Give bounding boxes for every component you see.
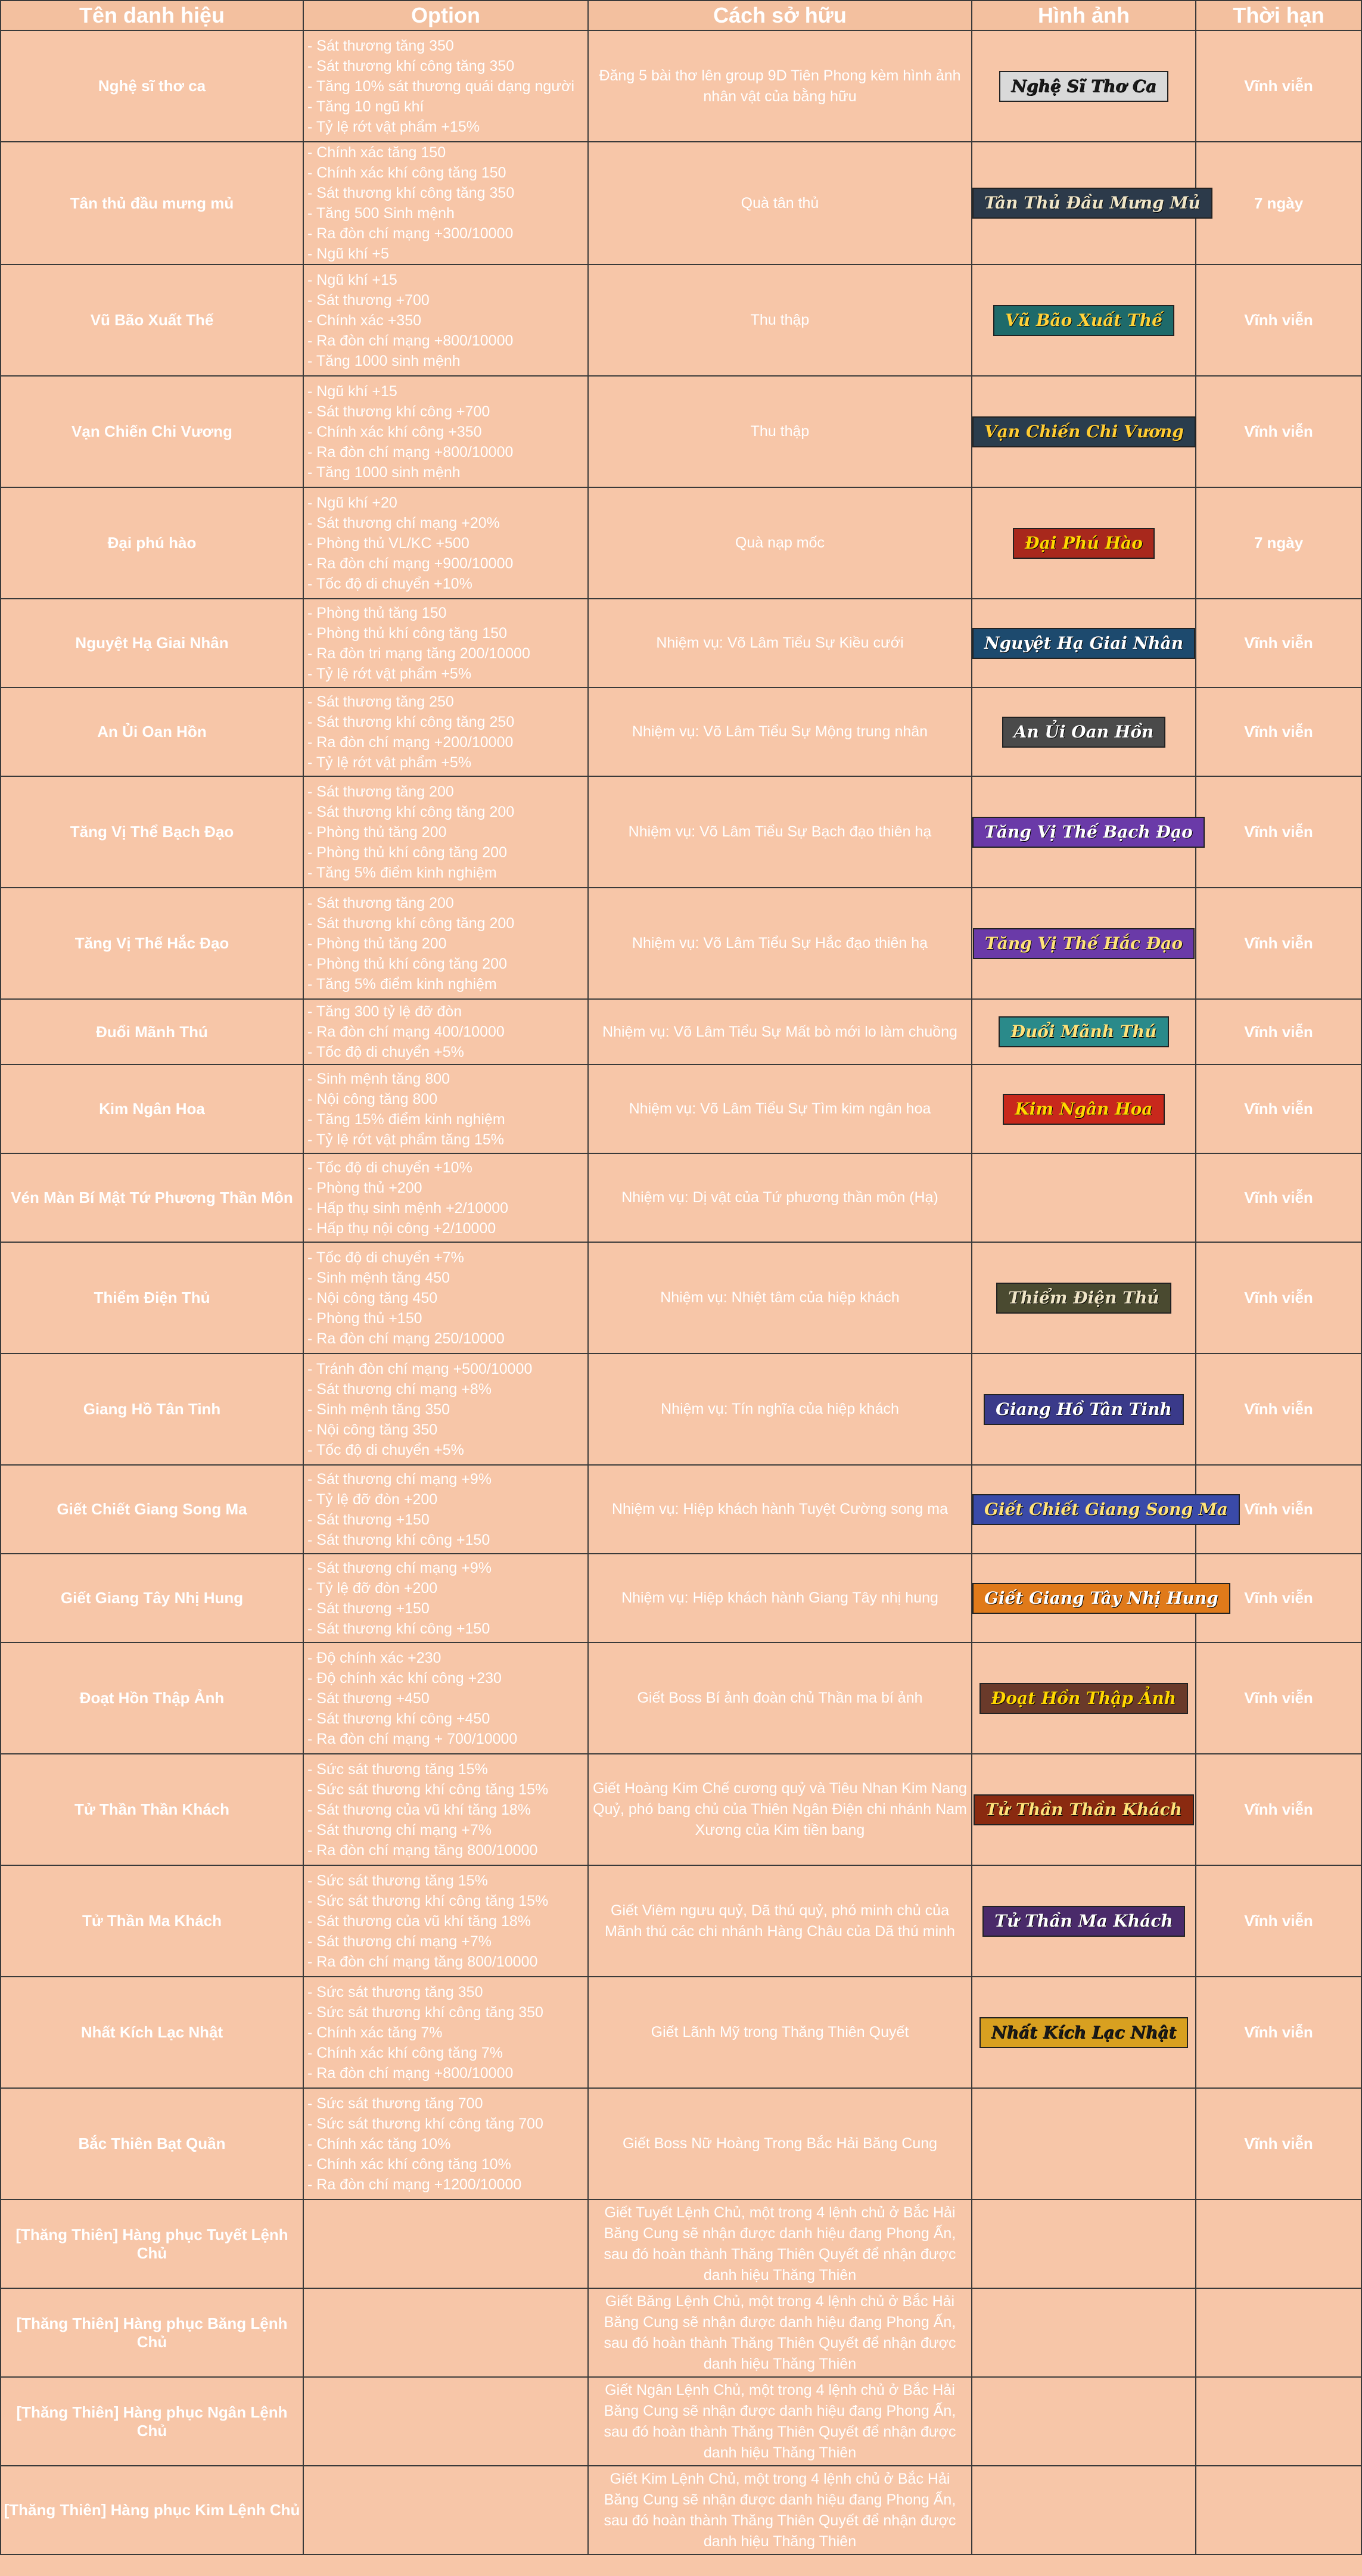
- option-line: - Phòng thủ khí công tăng 150: [307, 624, 507, 642]
- title-name-cell: Vũ Bão Xuất Thế: [1, 265, 303, 376]
- option-cell: [303, 1153, 588, 1242]
- table-row: [1, 30, 1361, 142]
- option-line: - Sát thương +700: [307, 291, 430, 309]
- title-name-cell: Giết Giang Tây Nhị Hung: [1, 1554, 303, 1642]
- method-cell: Giết Lãnh Mỹ trong Thăng Thiên Quyết: [588, 1977, 972, 2088]
- option-cell: [303, 1865, 588, 1977]
- option-line: - Chính xác tăng 150: [307, 144, 446, 161]
- option-cell: [303, 2199, 588, 2288]
- option-line: - Tăng 15% điểm kinh nghiệm: [307, 1110, 505, 1128]
- option-line: - Tăng 1000 sinh mệnh: [307, 352, 461, 369]
- method-cell: Nhiệm vụ: Dị vật của Tứ phương thần môn (Hạ): [588, 1153, 972, 1242]
- image-cell: [972, 776, 1196, 888]
- duration-cell: Vĩnh viễn: [1196, 599, 1361, 687]
- method-cell: Nhiệm vụ: Hiệp khách hành Giang Tây nhị hung: [588, 1554, 972, 1642]
- duration-cell: Vĩnh viễn: [1196, 999, 1361, 1065]
- table-row: [1, 487, 1361, 599]
- table-row: [1, 2288, 1361, 2377]
- option-cell: [303, 1642, 588, 1754]
- option-line: - Ngũ khí +15: [307, 271, 397, 288]
- method-cell: Giết Băng Lệnh Chủ, một trong 4 lệnh chủ ở Bắc Hải Băng Cung sẽ nhận được danh hiệu đang Phong Ấn, sau đó hoàn thành Thăng Thiên Quyết để nhận được danh hiệu Thăng Thiên: [588, 2288, 972, 2377]
- title-name-cell: Đoạt Hồn Thập Ảnh: [1, 1642, 303, 1754]
- option-line: - Sát thương khí công +150: [307, 1620, 490, 1637]
- image-cell: [972, 376, 1196, 487]
- duration-cell: Vĩnh viễn: [1196, 1065, 1361, 1153]
- table-row: [1, 1354, 1361, 1465]
- option-line: - Sát thương chí mạng +8%: [307, 1380, 492, 1398]
- method-cell: Giết Boss Bí ảnh đoàn chủ Thần ma bí ảnh: [588, 1642, 972, 1754]
- method-cell: Quà tân thủ: [588, 142, 972, 265]
- option-line: - Sức sát thương khí công tăng 700: [307, 2115, 543, 2132]
- option-line: - Sinh mệnh tăng 450: [307, 1269, 450, 1286]
- duration-cell: Vĩnh viễn: [1196, 376, 1361, 487]
- method-cell: Nhiệm vụ: Hiệp khách hành Tuyệt Cường song ma: [588, 1465, 972, 1554]
- image-cell: [972, 1153, 1196, 1242]
- option-line: - Ngũ khí +15: [307, 382, 397, 400]
- image-cell: [972, 487, 1196, 599]
- option-line: - Ra đòn chí mạng + 700/10000: [307, 1730, 518, 1747]
- method-cell: Đăng 5 bài thơ lên group 9D Tiên Phong kèm hình ảnh nhân vật của bằng hữu: [588, 30, 972, 142]
- title-name-cell: Giết Chiết Giang Song Ma: [1, 1465, 303, 1554]
- image-cell: [972, 599, 1196, 687]
- image-cell: [972, 265, 1196, 376]
- table-row: [1, 687, 1361, 776]
- table-row: [1, 776, 1361, 888]
- method-cell: Thu thập: [588, 376, 972, 487]
- title-badge-image: Đại Phú Hào: [1013, 528, 1155, 559]
- option-line: - Ra đòn chí mạng +800/10000: [307, 443, 514, 461]
- option-line: - Sát thương +450: [307, 1690, 430, 1707]
- title-name-cell: Vén Màn Bí Mật Tứ Phương Thần Môn: [1, 1153, 303, 1242]
- title-name-cell: Đại phú hào: [1, 487, 303, 599]
- image-cell: [972, 1754, 1196, 1865]
- option-line: - Sức sát thương khí công tăng 350: [307, 2003, 543, 2021]
- option-line: - Sát thương tăng 200: [307, 783, 454, 800]
- option-line: - Ngũ khí +20: [307, 494, 397, 511]
- option-line: - Phòng thủ tăng 150: [307, 604, 447, 621]
- table-row: [1, 1065, 1361, 1153]
- option-cell: [303, 487, 588, 599]
- header-duration: Thời hạn: [1196, 1, 1361, 30]
- option-line: - Tốc độ di chuyển +5%: [307, 1441, 464, 1458]
- duration-cell: Vĩnh viễn: [1196, 687, 1361, 776]
- title-name-cell: Tử Thần Thần Khách: [1, 1754, 303, 1865]
- title-badge-image: Vũ Bão Xuất Thế: [993, 305, 1174, 336]
- duration-cell: Vĩnh viễn: [1196, 1865, 1361, 1977]
- option-cell: [303, 2466, 588, 2555]
- option-line: - Ra đòn chí mạng +300/10000: [307, 225, 514, 242]
- image-cell: [972, 1065, 1196, 1153]
- option-line: - Tăng 1000 sinh mệnh: [307, 463, 461, 481]
- table-row: [1, 1153, 1361, 1242]
- option-line: - Tăng 10% sát thương quái dạng người: [307, 77, 575, 95]
- option-line: - Tăng 5% điểm kinh nghiệm: [307, 864, 497, 881]
- duration-cell: 7 ngày: [1196, 487, 1361, 599]
- option-line: - Sát thương +150: [307, 1511, 430, 1528]
- option-line: - Sát thương khí công tăng 350: [307, 57, 515, 74]
- option-line: - Sát thương khí công +450: [307, 1710, 490, 1727]
- option-line: - Phòng thủ +200: [307, 1179, 422, 1196]
- title-badge-image: Tân Thủ Đầu Mưng Mủ: [972, 188, 1212, 219]
- option-line: - Sức sát thương khí công tăng 15%: [307, 1781, 549, 1798]
- table-row: [1, 376, 1361, 487]
- title-badge-image: Giang Hồ Tân Tinh: [984, 1394, 1184, 1425]
- option-cell: [303, 2088, 588, 2199]
- option-line: - Chính xác khí công tăng 150: [307, 164, 506, 181]
- option-line: - Độ chính xác khí công +230: [307, 1669, 502, 1687]
- option-cell: [303, 999, 588, 1065]
- option-line: - Ra đòn chí mạng tăng 800/10000: [307, 1953, 538, 1970]
- image-cell: [972, 2199, 1196, 2288]
- header-title-name: Tên danh hiệu: [1, 1, 303, 30]
- header-method: Cách sở hữu: [588, 1, 972, 30]
- option-line: - Tốc độ di chuyển +10%: [307, 575, 472, 592]
- image-cell: [972, 1242, 1196, 1354]
- option-cell: [303, 2377, 588, 2466]
- title-name-cell: Nhất Kích Lạc Nhật: [1, 1977, 303, 2088]
- duration-cell: Vĩnh viễn: [1196, 776, 1361, 888]
- option-line: - Sát thương khí công tăng 350: [307, 185, 515, 201]
- duration-cell: [1196, 2288, 1361, 2377]
- duration-cell: [1196, 2377, 1361, 2466]
- option-line: - Sức sát thương tăng 350: [307, 1983, 483, 2001]
- title-name-cell: Thiểm Điện Thủ: [1, 1242, 303, 1354]
- option-line: - Nội công tăng 350: [307, 1421, 438, 1438]
- method-cell: Quà nạp mốc: [588, 487, 972, 599]
- method-cell: Thu thập: [588, 265, 972, 376]
- option-line: - Nội công tăng 800: [307, 1090, 438, 1107]
- option-line: - Sức sát thương tăng 15%: [307, 1872, 488, 1889]
- image-cell: [972, 142, 1201, 265]
- title-name-cell: Đuổi Mãnh Thú: [1, 999, 303, 1065]
- duration-cell: Vĩnh viễn: [1196, 1554, 1361, 1642]
- option-line: - Sát thương khí công +150: [307, 1531, 490, 1548]
- duration-cell: Vĩnh viễn: [1196, 2088, 1361, 2199]
- duration-cell: [1196, 2466, 1361, 2555]
- image-cell: [972, 2088, 1196, 2199]
- table-row: [1, 2088, 1361, 2199]
- option-line: - Chính xác khí công tăng 10%: [307, 2155, 511, 2173]
- option-line: - Sát thương tăng 200: [307, 894, 454, 911]
- header-row: [1, 1, 1361, 30]
- table-row: [1, 888, 1361, 999]
- option-cell: [303, 888, 588, 999]
- option-cell: [303, 1465, 588, 1554]
- option-line: - Tỷ lệ rớt vật phẩm tăng 15%: [307, 1131, 504, 1148]
- option-line: - Sát thương khí công +700: [307, 403, 490, 420]
- option-line: - Tỷ lệ rớt vật phẩm +5%: [307, 665, 472, 682]
- option-line: - Ra đòn chí mạng tăng 800/10000: [307, 1841, 538, 1859]
- title-badge-image: Tăng Vị Thế Hắc Đạo: [973, 928, 1195, 959]
- title-badge-image: Nhất Kích Lạc Nhật: [979, 2017, 1189, 2048]
- duration-cell: Vĩnh viễn: [1196, 1465, 1361, 1554]
- image-cell: [972, 687, 1196, 776]
- option-line: - Tỷ lệ rớt vật phẩm +15%: [307, 118, 480, 135]
- option-line: - Nội công tăng 450: [307, 1289, 438, 1306]
- title-name-cell: Tăng Vị Thể Bạch Đạo: [1, 776, 303, 888]
- image-cell: [972, 1642, 1196, 1754]
- method-cell: Nhiệm vụ: Võ Lâm Tiểu Sự Mất bò mới lo làm chuồng: [588, 999, 972, 1065]
- option-line: - Ra đòn chí mạng +900/10000: [307, 555, 514, 572]
- option-cell: [303, 1554, 588, 1642]
- table-row: [1, 265, 1361, 376]
- method-cell: Nhiệm vụ: Võ Lâm Tiểu Sự Kiều cưới: [588, 599, 972, 687]
- title-badge-image: Giết Chiết Giang Song Ma: [972, 1494, 1240, 1525]
- title-name-cell: [Thăng Thiên] Hàng phục Ngân Lệnh Chủ: [1, 2377, 303, 2466]
- title-name-cell: An Ủi Oan Hồn: [1, 687, 303, 776]
- duration-cell: Vĩnh viễn: [1196, 1977, 1361, 2088]
- title-name-cell: [Thăng Thiên] Hàng phục Băng Lệnh Chủ: [1, 2288, 303, 2377]
- table-row: [1, 1865, 1361, 1977]
- option-line: - Sát thương chí mạng +20%: [307, 514, 500, 531]
- option-line: - Sát thương chí mạng +9%: [307, 1559, 492, 1576]
- table-row: [1, 999, 1361, 1065]
- table-row: [1, 1754, 1361, 1865]
- title-badge-image: Đoạt Hồn Thập Ảnh: [979, 1683, 1188, 1714]
- option-line: - Tốc độ di chuyển +7%: [307, 1249, 464, 1266]
- option-line: - Hấp thụ sinh mệnh +2/10000: [307, 1199, 509, 1217]
- duration-cell: Vĩnh viễn: [1196, 30, 1361, 142]
- option-line: - Sát thương khí công tăng 200: [307, 803, 515, 820]
- method-cell: Giết Boss Nữ Hoàng Trong Bắc Hải Băng Cung: [588, 2088, 972, 2199]
- option-line: - Ngũ khí +5: [307, 245, 389, 262]
- table-row: [1, 142, 1361, 265]
- method-cell: Nhiệm vụ: Võ Lâm Tiểu Sự Tìm kim ngân hoa: [588, 1065, 972, 1153]
- method-cell: Giết Ngân Lệnh Chủ, một trong 4 lệnh chủ ở Bắc Hải Băng Cung sẽ nhận được danh hiệu đang Phong Ấn, sau đó hoàn thành Thăng Thiên Quyết để nhận được danh hiệu Thăng Thiên: [588, 2377, 972, 2466]
- duration-cell: Vĩnh viễn: [1196, 888, 1361, 999]
- image-cell: [972, 999, 1196, 1065]
- option-line: - Phòng thủ khí công tăng 200: [307, 844, 507, 861]
- table-row: [1, 2466, 1361, 2555]
- method-cell: Giết Hoàng Kim Chế cương quỷ và Tiêu Nhan Kim Nang Quỷ, phó bang chủ của Thiên Ngân Điện chi nhánh Nam Xương của Kim tiền bang: [588, 1754, 972, 1865]
- option-line: - Chính xác tăng 10%: [307, 2135, 451, 2152]
- title-name-cell: Tân thủ đầu mưng mủ: [1, 142, 303, 265]
- method-cell: Nhiệm vụ: Tín nghĩa của hiệp khách: [588, 1354, 972, 1465]
- option-line: - Phòng thủ VL/KC +500: [307, 534, 469, 552]
- option-cell: [303, 265, 588, 376]
- option-line: - Sức sát thương tăng 700: [307, 2095, 483, 2112]
- title-badge-image: An Ủi Oan Hồn: [1002, 717, 1166, 748]
- option-cell: [303, 2288, 588, 2377]
- image-cell: [972, 1465, 1228, 1554]
- image-cell: [972, 1865, 1196, 1977]
- table-row: [1, 1465, 1361, 1554]
- title-name-cell: [Thăng Thiên] Hàng phục Kim Lệnh Chủ: [1, 2466, 303, 2555]
- table-row: [1, 1242, 1361, 1354]
- header-image: Hình ảnh: [972, 1, 1196, 30]
- duration-cell: Vĩnh viễn: [1196, 1354, 1361, 1465]
- title-badge-image: Đuổi Mãnh Thú: [999, 1016, 1168, 1047]
- image-cell: [972, 2377, 1196, 2466]
- title-name-cell: Kim Ngân Hoa: [1, 1065, 303, 1153]
- duration-cell: Vĩnh viễn: [1196, 265, 1361, 376]
- method-cell: Nhiệm vụ: Võ Lâm Tiểu Sự Bạch đạo thiên hạ: [588, 776, 972, 888]
- option-line: - Chính xác +350: [307, 312, 422, 329]
- option-line: - Tỷ lệ đỡ đòn +200: [307, 1579, 438, 1597]
- option-cell: [303, 1354, 588, 1465]
- method-cell: Giết Kim Lệnh Chủ, một trong 4 lệnh chủ ở Bắc Hải Băng Cung sẽ nhận được danh hiệu đang Phong Ấn, sau đó hoàn thành Thăng Thiên Quyết để nhận được danh hiệu Thăng Thiên: [588, 2466, 972, 2555]
- table-body: [1, 30, 1361, 2555]
- option-line: - Tăng 5% điểm kinh nghiệm: [307, 975, 497, 993]
- duration-cell: Vĩnh viễn: [1196, 1242, 1361, 1354]
- option-cell: [303, 599, 588, 687]
- option-line: - Sát thương chí mạng +9%: [307, 1470, 492, 1488]
- option-line: - Tốc độ di chuyển +5%: [307, 1044, 464, 1060]
- title-badge-image: Giết Giang Tây Nhị Hung: [972, 1583, 1230, 1614]
- option-cell: [303, 1754, 588, 1865]
- option-line: - Sát thương +150: [307, 1600, 430, 1617]
- option-line: - Chính xác tăng 7%: [307, 2024, 443, 2041]
- title-badge-image: Nghệ Sĩ Thơ Ca: [999, 71, 1168, 102]
- image-cell: [972, 2466, 1196, 2555]
- title-name-cell: Giang Hồ Tân Tinh: [1, 1354, 303, 1465]
- option-cell: [303, 1065, 588, 1153]
- option-line: - Độ chính xác +230: [307, 1649, 441, 1666]
- image-cell: [972, 1354, 1196, 1465]
- header-option: Option: [303, 1, 588, 30]
- option-line: - Ra đòn chí mạng +1200/10000: [307, 2176, 522, 2193]
- option-cell: [303, 376, 588, 487]
- option-line: - Sát thương của vũ khí tăng 18%: [307, 1801, 531, 1818]
- image-cell: [972, 30, 1196, 142]
- option-line: - Ra đòn chí mạng +200/10000: [307, 733, 514, 751]
- option-line: - Ra đòn tri mạng tăng 200/10000: [307, 645, 530, 662]
- option-line: - Sát thương chí mạng +7%: [307, 1933, 492, 1950]
- option-line: - Sát thương tăng 350: [307, 37, 454, 54]
- table-row: [1, 1554, 1361, 1642]
- option-cell: [303, 687, 588, 776]
- option-line: - Sát thương chí mạng +7%: [307, 1821, 492, 1838]
- option-line: - Phòng thủ tăng 200: [307, 935, 447, 952]
- option-line: - Sát thương khí công tăng 250: [307, 713, 515, 730]
- option-line: - Sát thương của vũ khí tăng 18%: [307, 1912, 531, 1930]
- option-line: - Sinh mệnh tăng 350: [307, 1401, 450, 1418]
- title-name-cell: Nghệ sĩ thơ ca: [1, 30, 303, 142]
- duration-cell: 7 ngày: [1196, 142, 1361, 265]
- option-line: - Tỷ lệ rớt vật phẩm +5%: [307, 754, 472, 771]
- duration-cell: Vĩnh viễn: [1196, 1754, 1361, 1865]
- title-badge-image: Tăng Vị Thế Bạch Đạo: [972, 817, 1205, 848]
- option-line: - Ra đòn chí mạng +800/10000: [307, 2064, 514, 2082]
- option-cell: [303, 776, 588, 888]
- table-row: [1, 2377, 1361, 2466]
- option-line: - Sức sát thương khí công tăng 15%: [307, 1892, 549, 1909]
- option-line: - Phòng thủ tăng 200: [307, 823, 447, 841]
- image-cell: [972, 888, 1196, 999]
- title-name-cell: Tử Thần Ma Khách: [1, 1865, 303, 1977]
- title-badge-image: Tử Thần Ma Khách: [982, 1906, 1185, 1937]
- title-name-cell: Vạn Chiến Chi Vương: [1, 376, 303, 487]
- option-line: - Ra đòn chí mạng +800/10000: [307, 332, 514, 349]
- option-line: - Tỷ lệ đỡ đòn +200: [307, 1491, 438, 1508]
- table-row: [1, 2199, 1361, 2288]
- option-line: - Ra đòn chí mạng 250/10000: [307, 1330, 505, 1347]
- method-cell: Nhiệm vụ: Nhiệt tâm của hiệp khách: [588, 1242, 972, 1354]
- option-line: - Phòng thủ +150: [307, 1309, 422, 1327]
- option-cell: [303, 142, 588, 265]
- image-cell: [972, 2288, 1196, 2377]
- method-cell: Giết Tuyết Lệnh Chủ, một trong 4 lệnh chủ ở Bắc Hải Băng Cung sẽ nhận được danh hiệu đang Phong Ấn, sau đó hoàn thành Thăng Thiên Quyết để nhận được danh hiệu Thăng Thiên: [588, 2199, 972, 2288]
- option-line: - Sinh mệnh tăng 800: [307, 1070, 450, 1087]
- option-line: - Tránh đòn chí mạng +500/10000: [307, 1360, 533, 1377]
- option-line: - Sát thương tăng 250: [307, 693, 454, 710]
- option-cell: [303, 30, 588, 142]
- option-line: - Ra đòn chí mạng 400/10000: [307, 1023, 505, 1040]
- image-cell: [972, 1977, 1196, 2088]
- method-cell: Nhiệm vụ: Võ Lâm Tiểu Sự Mộng trung nhân: [588, 687, 972, 776]
- title-name-cell: Tăng Vị Thế Hắc Đạo: [1, 888, 303, 999]
- title-name-cell: Bắc Thiên Bạt Quần: [1, 2088, 303, 2199]
- title-name-cell: Nguyệt Hạ Giai Nhân: [1, 599, 303, 687]
- option-cell: [303, 1242, 588, 1354]
- option-line: - Tốc độ di chuyển +10%: [307, 1159, 472, 1176]
- duration-cell: [1196, 2199, 1361, 2288]
- title-badge-image: Tử Thần Thần Khách: [974, 1794, 1194, 1825]
- option-line: - Tăng 500 Sinh mệnh: [307, 205, 455, 222]
- option-line: - Tăng 10 ngũ khí: [307, 98, 424, 115]
- option-line: - Chính xác khí công tăng 7%: [307, 2044, 503, 2061]
- title-name-cell: [Thăng Thiên] Hàng phục Tuyết Lệnh Chủ: [1, 2199, 303, 2288]
- image-cell: [972, 1554, 1218, 1642]
- table-row: [1, 599, 1361, 687]
- option-cell: [303, 1977, 588, 2088]
- duration-cell: Vĩnh viễn: [1196, 1153, 1361, 1242]
- title-badge-image: Vạn Chiến Chi Vương: [972, 416, 1196, 447]
- title-badge-image: Nguyệt Hạ Giai Nhân: [972, 628, 1195, 659]
- option-line: - Chính xác khí công +350: [307, 423, 482, 440]
- option-line: - Sát thương khí công tăng 200: [307, 914, 515, 932]
- option-line: - Hấp thụ nội công +2/10000: [307, 1219, 496, 1237]
- method-cell: Nhiệm vụ: Võ Lâm Tiểu Sự Hắc đạo thiên hạ: [588, 888, 972, 999]
- duration-cell: Vĩnh viễn: [1196, 1642, 1361, 1754]
- title-badge-image: Kim Ngân Hoa: [1003, 1094, 1164, 1125]
- method-cell: Giết Viêm ngưu quỷ, Dã thú quỷ, phó minh chủ của Mãnh thú các chi nhánh Hàng Châu của Dã thú minh: [588, 1865, 972, 1977]
- option-line: - Phòng thủ khí công tăng 200: [307, 955, 507, 972]
- table-row: [1, 1642, 1361, 1754]
- title-badge-image: Thiểm Điện Thủ: [996, 1283, 1171, 1314]
- option-line: - Sức sát thương tăng 15%: [307, 1760, 488, 1778]
- option-line: - Tăng 300 tỷ lệ đỡ đòn: [307, 1003, 462, 1020]
- table-row: [1, 1977, 1361, 2088]
